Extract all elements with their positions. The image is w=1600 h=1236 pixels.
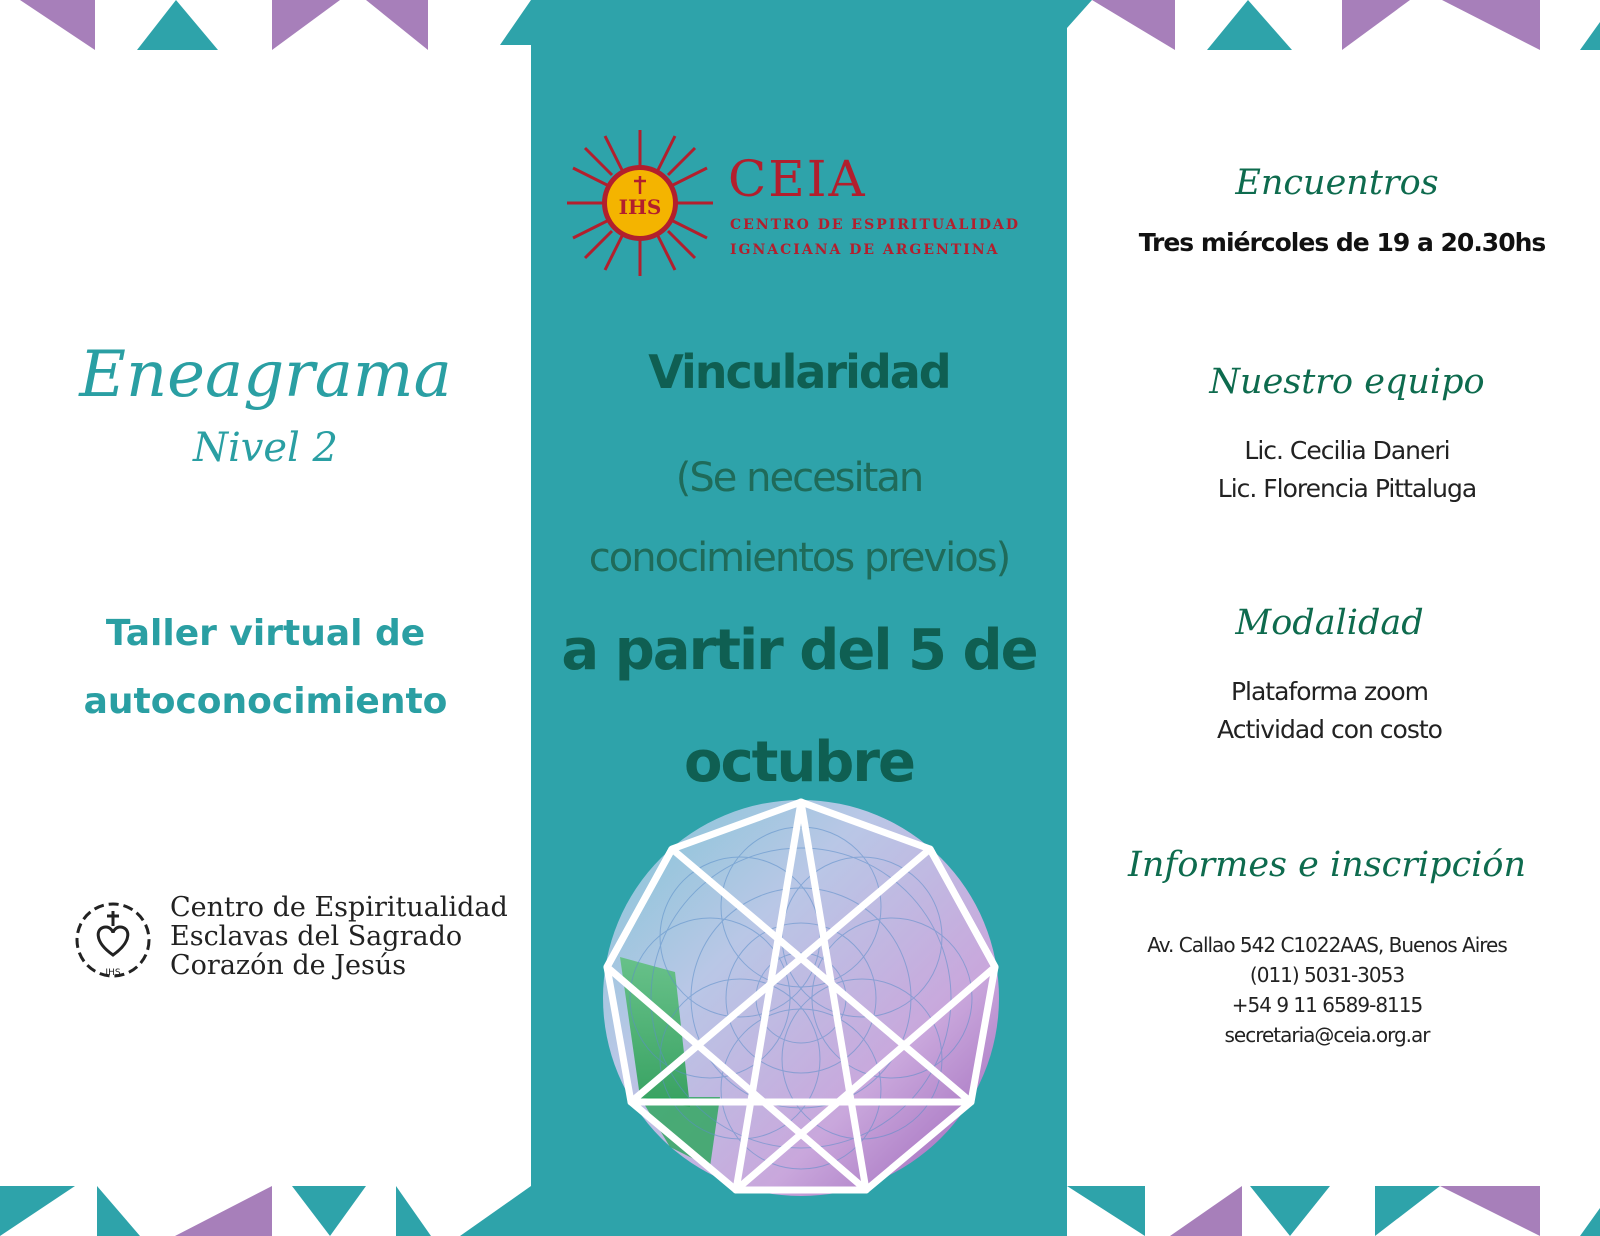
ceia-name: CEIA <box>728 150 867 208</box>
encuentros-schedule: Tres miércoles de 19 a 20.30hs <box>1138 228 1546 257</box>
modalidad-item: Actividad con costo <box>1217 715 1442 744</box>
modalidad-list <box>1067 673 1592 749</box>
informes-heading: Informes e inscripción <box>1128 845 1526 885</box>
sacred-heart-icon <box>68 895 158 985</box>
workshop-description-line-1: Taller virtual de <box>105 613 426 654</box>
contact-email[interactable]: secretaria@ceia.org.ar <box>1224 1023 1430 1047</box>
equipo-member: Lic. Cecilia Daneri <box>1244 436 1450 465</box>
organization-name-line-2: Esclavas del Sagrado <box>170 921 463 952</box>
workshop-topic: Vincularidad <box>648 345 950 399</box>
modalidad-item: Plataforma zoom <box>1230 677 1429 706</box>
workshop-description-line-2: autoconocimiento <box>83 681 448 722</box>
contact-info <box>1067 930 1587 1050</box>
start-date <box>531 595 1067 819</box>
ceia-logo-text: IHS <box>618 195 662 219</box>
esclavas-logo-text: IHS <box>105 968 121 978</box>
organization-name-line-1: Centro de Espiritualidad <box>170 892 508 923</box>
equipo-member: Lic. Florencia Pittaluga <box>1217 474 1477 503</box>
start-date-line-2: octubre <box>684 730 914 795</box>
workshop-description <box>40 600 491 736</box>
ceia-subtitle-line-1: CENTRO DE ESPIRITUALIDAD <box>730 217 1021 233</box>
contact-phone: +54 9 11 6589-8115 <box>1231 993 1423 1017</box>
start-date-line-1: a partir del 5 de <box>561 618 1037 683</box>
contact-address: Av. Callao 542 C1022AAS, Buenos Aires <box>1147 933 1507 957</box>
modalidad-heading: Modalidad <box>1235 603 1424 643</box>
encuentros-heading: Encuentros <box>1235 163 1439 203</box>
top-triangle-border <box>0 0 1600 50</box>
organization-name-line-3: Corazón de Jesús <box>170 950 407 981</box>
ihs-sun-icon <box>565 128 715 278</box>
equipo-list <box>1067 432 1600 508</box>
prerequisite-note-line-1: (Se necesitan <box>675 455 923 501</box>
workshop-title: Eneagrama <box>79 338 452 412</box>
enneagram-icon <box>600 797 1002 1199</box>
contact-phone: (011) 5031-3053 <box>1249 963 1405 987</box>
equipo-heading: Nuestro equipo <box>1209 362 1485 402</box>
prerequisite-note-line-2: conocimientos previos) <box>588 535 1010 581</box>
ceia-subtitle-line-2: IGNACIANA DE ARGENTINA <box>730 242 1000 258</box>
prerequisite-note <box>531 438 1067 598</box>
organization-name <box>170 893 508 980</box>
workshop-level: Nivel 2 <box>192 425 339 471</box>
